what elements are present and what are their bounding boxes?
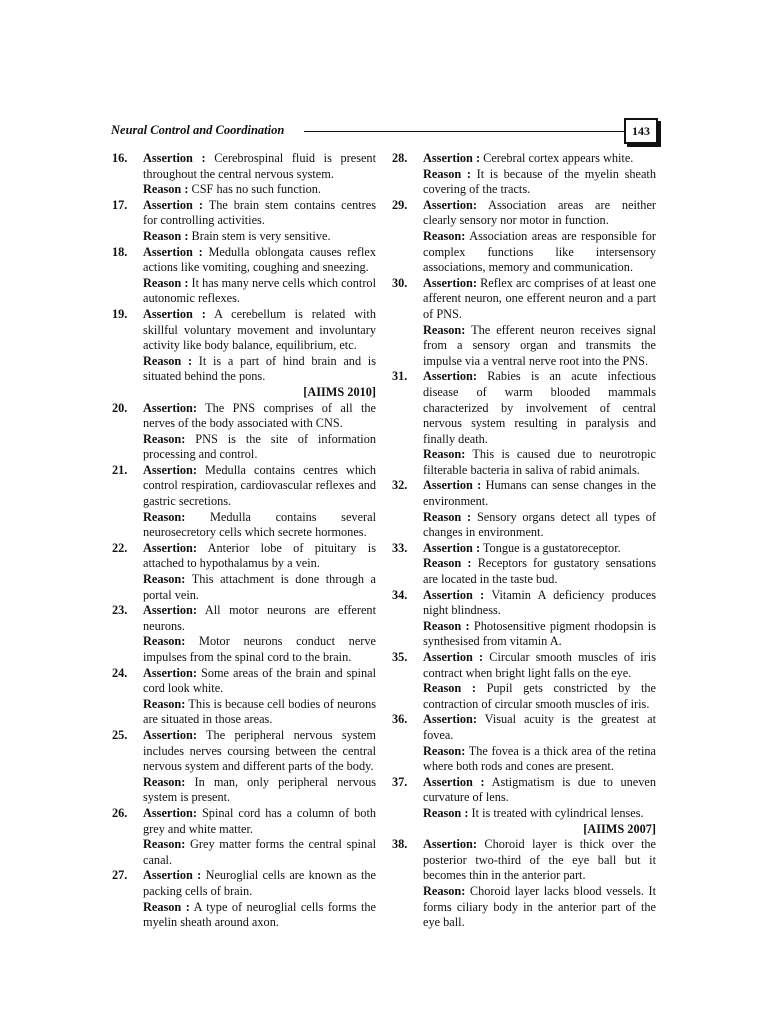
reason-label: Reason: bbox=[423, 743, 466, 758]
question-number: 19. bbox=[112, 306, 128, 321]
question-item bbox=[392, 837, 656, 931]
assertion-label: Assertion: bbox=[143, 805, 197, 820]
question-number: 25. bbox=[112, 727, 128, 742]
question-number: 32. bbox=[392, 478, 408, 493]
assertion-label: Assertion: bbox=[143, 727, 197, 742]
assertion-text: Spinal cord has a column of both grey and white matter. bbox=[143, 805, 377, 836]
assertion-text: Medulla oblongata causes reflex actions like vomiting, coughing and sneezing. bbox=[143, 244, 376, 275]
assertion-label: Assertion : bbox=[423, 587, 485, 602]
assertion-text: All motor neurons are efferent neurons. bbox=[143, 603, 376, 633]
assertion-label: Assertion : bbox=[143, 197, 203, 212]
question-item bbox=[392, 712, 656, 774]
assertion-line bbox=[143, 868, 376, 899]
assertion-label: Assertion: bbox=[143, 540, 197, 555]
assertion-label: Assertion : bbox=[423, 540, 481, 555]
question-number: 18. bbox=[112, 244, 128, 259]
chapter-title: Neural Control and Coordination bbox=[111, 123, 285, 137]
assertion-text: Cerebral cortex appears white. bbox=[483, 151, 634, 165]
assertion-text: Circular smooth muscles of iris contract when bright light falls on the eye. bbox=[423, 650, 657, 680]
question-number: 20. bbox=[112, 400, 128, 415]
reason-label: Reason: bbox=[423, 447, 466, 462]
reason-label: Reason: bbox=[423, 228, 466, 243]
reason-label: Reason : bbox=[143, 182, 189, 197]
question-number: 27. bbox=[112, 868, 128, 883]
reason-label: Reason: bbox=[143, 837, 186, 852]
reason-text: Pupil gets constricted by the contraction of circular smooth muscles of iris. bbox=[423, 681, 656, 711]
assertion-label: Assertion : bbox=[423, 774, 485, 789]
reason-label: Reason : bbox=[423, 681, 476, 696]
reason-label: Reason: bbox=[143, 774, 186, 789]
assertion-label: Assertion : bbox=[143, 306, 206, 321]
assertion-line bbox=[143, 728, 376, 775]
reason-line bbox=[143, 634, 376, 665]
assertion-line bbox=[423, 541, 656, 557]
reason-line bbox=[143, 572, 376, 603]
reason-label: Reason : bbox=[143, 275, 189, 290]
reason-text: Medulla contains several neurosecretory cells which secrete hormones. bbox=[143, 509, 376, 540]
assertion-text: Tongue is a gustatoreceptor. bbox=[482, 540, 621, 555]
assertion-line bbox=[423, 650, 656, 681]
reason-label: Reason: bbox=[423, 883, 466, 898]
assertion-text: A cerebellum is related with skillful voluntary movement and involuntary activity like body balance, equilibrium, etc. bbox=[143, 306, 376, 353]
assertion-line bbox=[143, 245, 376, 276]
question-number: 38. bbox=[392, 837, 408, 852]
question-number: 24. bbox=[112, 665, 128, 680]
assertion-text: Visual acuity is the greatest at fovea. bbox=[423, 712, 656, 742]
reason-label: Reason : bbox=[423, 166, 471, 181]
question-number: 22. bbox=[112, 540, 128, 555]
exam-source-tag: [AIIMS 2010] bbox=[303, 384, 376, 399]
question-number: 21. bbox=[112, 462, 128, 477]
question-item bbox=[112, 603, 376, 665]
question-item bbox=[392, 478, 656, 540]
assertion-line bbox=[143, 307, 376, 354]
question-number: 36. bbox=[392, 712, 408, 727]
reason-text: This is because cell bodies of neurons are situated in those areas. bbox=[143, 696, 376, 727]
reason-line bbox=[423, 884, 656, 931]
question-item bbox=[392, 276, 656, 370]
assertion-label: Assertion: bbox=[423, 837, 477, 852]
assertion-text: Association areas are neither clearly sensory nor motor in function. bbox=[423, 197, 656, 228]
question-item bbox=[112, 198, 376, 245]
assertion-line bbox=[143, 666, 376, 697]
assertion-line bbox=[423, 478, 656, 509]
question-item bbox=[392, 369, 656, 478]
assertion-label: Assertion : bbox=[423, 478, 482, 493]
question-item bbox=[112, 151, 376, 198]
reason-text: This is caused due to neurotropic filterable bacteria in saliva of rabid animals. bbox=[423, 447, 656, 477]
reason-text: The efferent neuron receives signal from a sensory organ and transmits the impulse via a ventral nerve root into the PNS. bbox=[423, 322, 656, 368]
assertion-label: Assertion: bbox=[143, 603, 197, 618]
reason-line bbox=[143, 900, 376, 931]
reason-text: Brain stem is very sensitive. bbox=[191, 228, 331, 243]
reason-line bbox=[423, 556, 656, 587]
assertion-label: Assertion: bbox=[143, 665, 197, 680]
reason-label: Reason : bbox=[143, 353, 193, 368]
question-number: 28. bbox=[392, 151, 408, 165]
question-item bbox=[112, 868, 376, 930]
reason-line bbox=[423, 744, 656, 775]
assertion-text: The PNS comprises of all the nerves of the body associated with CNS. bbox=[143, 400, 376, 431]
question-item bbox=[392, 588, 656, 650]
assertion-label: Assertion : bbox=[143, 868, 202, 883]
question-item bbox=[112, 401, 376, 463]
reason-line bbox=[423, 619, 656, 650]
reason-text: Photosensitive pigment rhodopsin is synthesised from vitamin A. bbox=[423, 618, 657, 649]
reason-text: This attachment is done through a portal vein. bbox=[143, 572, 376, 602]
reason-label: Reason : bbox=[423, 556, 472, 571]
assertion-line bbox=[423, 151, 656, 167]
reason-line bbox=[143, 837, 376, 868]
reason-line bbox=[423, 806, 656, 822]
assertion-line bbox=[143, 151, 376, 182]
reason-text: A type of neuroglial cells forms the myelin sheath around axon. bbox=[143, 899, 376, 930]
reason-line bbox=[143, 775, 376, 806]
question-number: 17. bbox=[112, 197, 128, 212]
assertion-line bbox=[423, 712, 656, 743]
question-item bbox=[112, 666, 376, 728]
question-item bbox=[392, 151, 656, 198]
question-number: 30. bbox=[392, 275, 408, 290]
assertion-line bbox=[143, 541, 376, 572]
question-number: 16. bbox=[112, 151, 128, 165]
assertion-label: Assertion: bbox=[143, 462, 197, 477]
assertion-line bbox=[423, 369, 656, 447]
assertion-label: Assertion: bbox=[143, 400, 197, 415]
reason-text: CSF has no such function. bbox=[191, 182, 321, 197]
page-header bbox=[111, 118, 657, 146]
assertion-line bbox=[423, 588, 656, 619]
assertion-text: The brain stem contains centres for controlling activities. bbox=[143, 197, 376, 228]
reason-line bbox=[143, 229, 376, 245]
reason-line bbox=[143, 276, 376, 307]
reason-text: Choroid layer lacks blood vessels. It forms ciliary body in the anterior part of the eye ball. bbox=[423, 883, 656, 930]
reason-text: It is because of the myelin sheath covering of the tracts. bbox=[423, 166, 656, 197]
left-column bbox=[112, 151, 376, 931]
assertion-text: Choroid layer is thick over the posterior two-third of the eye ball but it becomes thin in the anterior part. bbox=[423, 837, 656, 883]
header-rule bbox=[304, 131, 624, 132]
assertion-label: Assertion : bbox=[423, 650, 484, 664]
assertion-text: Humans can sense changes in the environment. bbox=[423, 478, 657, 509]
reason-line bbox=[143, 510, 376, 541]
question-item bbox=[112, 307, 376, 401]
assertion-line bbox=[423, 198, 656, 229]
assertion-text: Astigmatism is due to uneven curvature of lens. bbox=[423, 774, 656, 805]
reason-line bbox=[143, 432, 376, 463]
reason-text: It has many nerve cells which control autonomic reflexes. bbox=[143, 275, 376, 306]
exam-source-tag: [AIIMS 2007] bbox=[583, 821, 656, 836]
reason-text: Receptors for gustatory sensations are located in the taste bud. bbox=[423, 556, 657, 587]
question-item bbox=[112, 728, 376, 806]
assertion-label: Assertion : bbox=[423, 151, 481, 165]
reason-text: In man, only peripheral nervous system is present. bbox=[143, 774, 377, 805]
reason-label: Reason: bbox=[143, 696, 186, 711]
question-item bbox=[392, 541, 656, 588]
right-column bbox=[392, 151, 656, 931]
assertion-text: The peripheral nervous system includes nerves coursing between the central nervous system and different parts of the body. bbox=[143, 727, 376, 774]
assertion-line bbox=[143, 401, 376, 432]
reason-text: It is treated with cylindrical lenses. bbox=[471, 805, 644, 820]
assertion-text: Rabies is an acute infectious disease of warm blooded mammals characterized by involvement of central nervous system resulting in paralysis and finally death. bbox=[423, 369, 656, 446]
reason-label: Reason : bbox=[423, 618, 470, 633]
assertion-label: Assertion: bbox=[423, 369, 477, 384]
assertion-label: Assertion: bbox=[423, 712, 477, 727]
assertion-line bbox=[143, 463, 376, 510]
reason-label: Reason : bbox=[423, 805, 469, 820]
question-number: 34. bbox=[392, 587, 408, 602]
reason-label: Reason: bbox=[143, 509, 186, 524]
page-number: 143 bbox=[624, 118, 658, 144]
question-item bbox=[392, 198, 656, 276]
reason-label: Reason: bbox=[143, 431, 186, 446]
assertion-line bbox=[143, 806, 376, 837]
assertion-line bbox=[143, 198, 376, 229]
reason-line bbox=[143, 697, 376, 728]
reason-text: Sensory organs detect all types of changes in environment. bbox=[423, 509, 656, 540]
assertion-line bbox=[423, 837, 656, 884]
assertion-text: Anterior lobe of pituitary is attached to hypothalamus by a vein. bbox=[143, 540, 376, 571]
assertion-label: Assertion: bbox=[423, 275, 477, 290]
reason-text: The fovea is a thick area of the retina where both rods and cones are present. bbox=[423, 743, 656, 774]
assertion-text: Some areas of the brain and spinal cord look white. bbox=[143, 665, 376, 696]
question-number: 26. bbox=[112, 805, 128, 820]
assertion-line bbox=[423, 775, 656, 806]
assertion-label: Assertion: bbox=[423, 197, 477, 212]
reason-label: Reason: bbox=[143, 634, 186, 649]
question-item bbox=[392, 650, 656, 712]
question-number: 31. bbox=[392, 369, 408, 384]
reason-label: Reason : bbox=[143, 228, 189, 243]
reason-line bbox=[423, 323, 656, 370]
reason-text: Motor neurons conduct nerve impulses from the spinal cord to the brain. bbox=[143, 634, 376, 664]
question-number: 37. bbox=[392, 774, 408, 789]
reason-label: Reason: bbox=[423, 322, 466, 337]
question-number: 23. bbox=[112, 603, 128, 618]
question-item bbox=[112, 463, 376, 541]
assertion-text: Medulla contains centres which control respiration, cardiovascular reflexes and gastric secretions. bbox=[143, 462, 376, 509]
reason-line bbox=[143, 182, 376, 198]
question-number: 29. bbox=[392, 197, 408, 212]
assertion-label: Assertion : bbox=[143, 244, 203, 259]
reason-line bbox=[143, 354, 376, 385]
reason-line bbox=[423, 229, 656, 276]
reason-text: Grey matter forms the central spinal canal. bbox=[143, 837, 376, 867]
question-item bbox=[112, 806, 376, 868]
reason-label: Reason: bbox=[143, 572, 186, 587]
reason-line bbox=[423, 167, 656, 198]
reason-label: Reason : bbox=[143, 899, 190, 914]
reason-label: Reason : bbox=[423, 509, 472, 524]
assertion-text: Neuroglial cells are known as the packing cells of brain. bbox=[143, 868, 376, 898]
assertion-line bbox=[143, 603, 376, 634]
question-number: 33. bbox=[392, 540, 408, 555]
question-number: 35. bbox=[392, 650, 408, 664]
reason-text: PNS is the site of information processing and control. bbox=[143, 431, 377, 462]
question-item bbox=[392, 775, 656, 837]
assertion-label: Assertion : bbox=[143, 151, 206, 165]
assertion-text: Cerebrospinal fluid is present throughout the central nervous system. bbox=[143, 151, 376, 181]
reason-text: It is a part of hind brain and is situated behind the pons. bbox=[143, 353, 376, 384]
reason-line bbox=[423, 510, 656, 541]
question-item bbox=[112, 541, 376, 603]
assertion-line bbox=[423, 276, 656, 323]
reason-line bbox=[423, 447, 656, 478]
question-item bbox=[112, 245, 376, 307]
assertion-text: Vitamin A deficiency produces night blindness. bbox=[423, 587, 656, 618]
assertion-text: Reflex arc comprises of at least one afferent neuron, one efferent neuron and a part of PNS. bbox=[423, 275, 656, 321]
reason-text: Association areas are responsible for complex functions like intersensory associations, memory and communication. bbox=[423, 228, 656, 275]
reason-line bbox=[423, 681, 656, 712]
